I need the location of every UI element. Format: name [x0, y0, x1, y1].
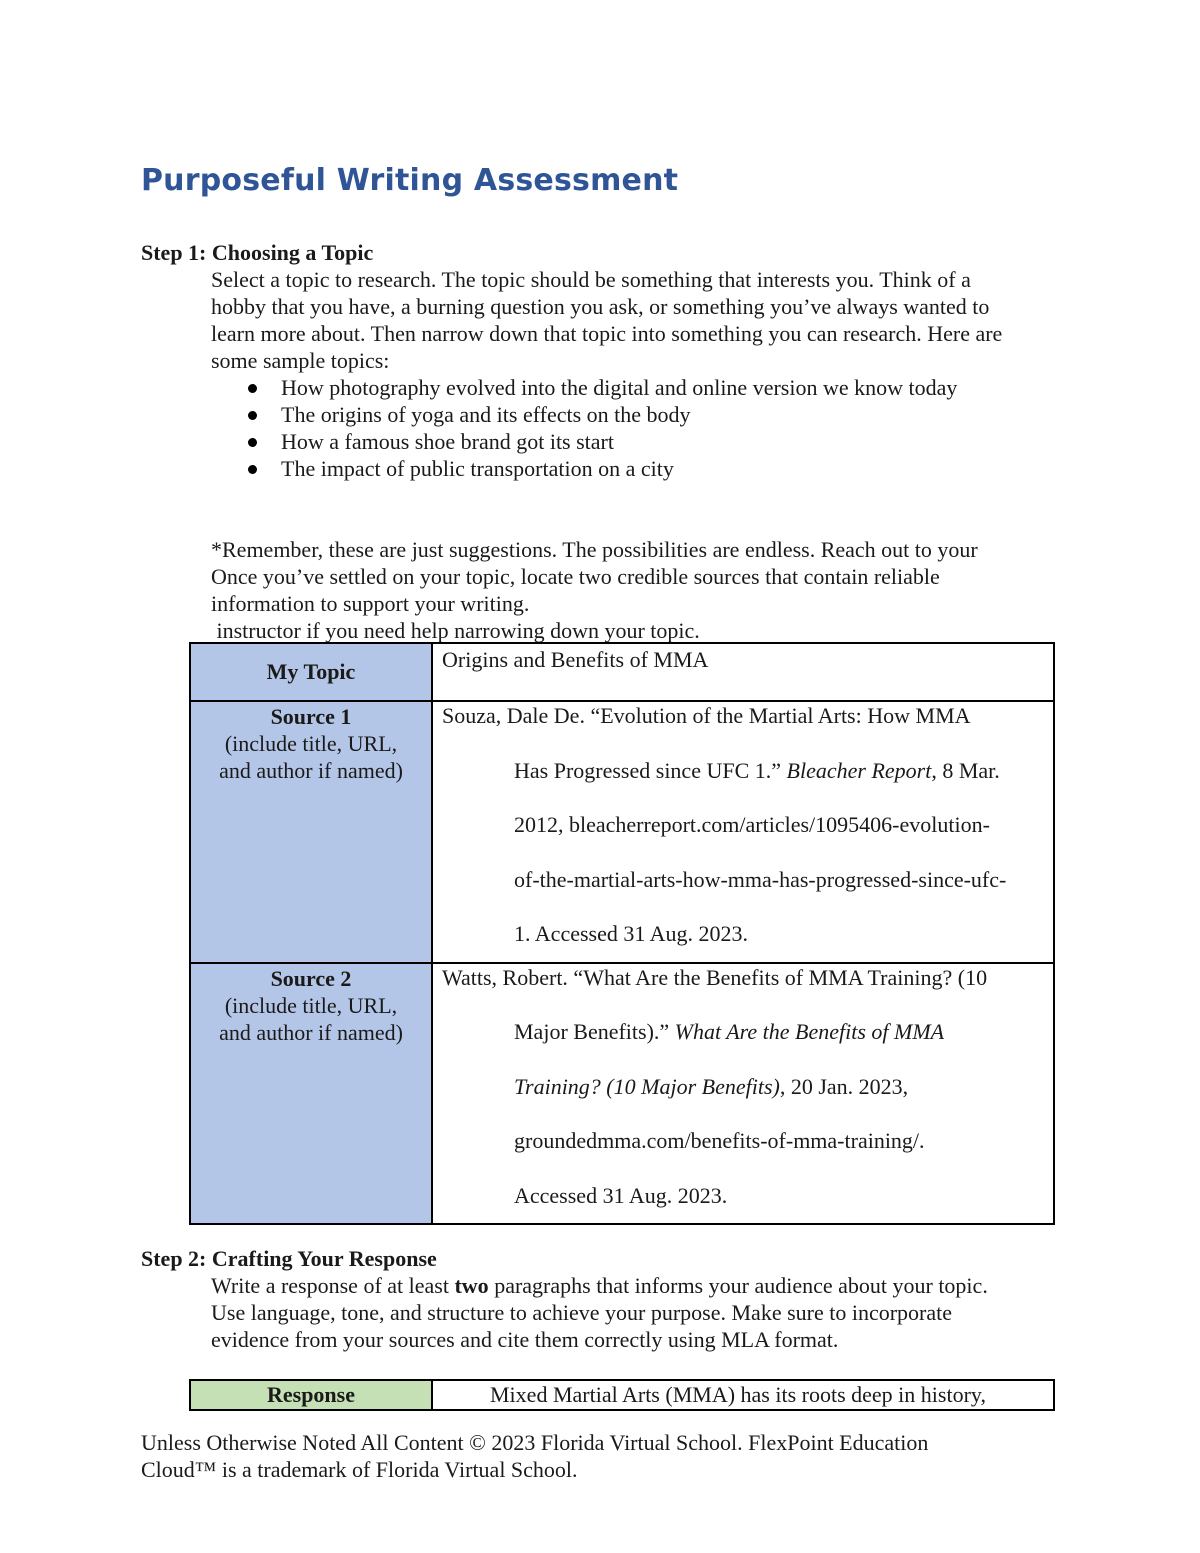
- list-item: How a famous shoe brand got its start: [211, 428, 957, 455]
- footer-line: Unless Otherwise Noted All Content © 2023 Florida Virtual School. FlexPoint Education: [141, 1430, 929, 1455]
- source2-label: Source 2: [270, 965, 352, 991]
- table-row: [190, 1380, 1054, 1410]
- footer-line: Cloud™ is a trademark of Florida Virtual School.: [141, 1457, 578, 1482]
- bullet-icon: [248, 438, 257, 447]
- source1-note: and author if named): [219, 758, 403, 783]
- step1-intro: [211, 266, 1002, 374]
- my-topic-label: My Topic: [266, 659, 356, 684]
- source1-note: (include title, URL,: [224, 731, 398, 756]
- intro-line: Select a topic to research. The topic should be something that interests you. Think of a: [211, 267, 971, 292]
- step2-line: evidence from your sources and cite them correctly using MLA format.: [211, 1327, 839, 1352]
- reminder-line: instructor if you need help narrowing down your topic.: [211, 618, 700, 643]
- step1-heading: Step 1: Choosing a Topic: [141, 240, 374, 265]
- sources-instructions: [211, 563, 940, 617]
- list-item: The impact of public transportation on a city: [211, 455, 957, 482]
- intro-line: some sample topics:: [211, 348, 390, 373]
- step2-line: Use language, tone, and structure to achieve your purpose. Make sure to incorporate: [211, 1300, 953, 1325]
- intro-line: hobby that you have, a burning question you ask, or something you’ve always wanted to: [211, 294, 990, 319]
- my-topic-label-cell: [190, 643, 432, 701]
- list-item: How photography evolved into the digital and online version we know today: [211, 374, 957, 401]
- bullet-icon: [248, 384, 257, 393]
- copyright-footer: [141, 1429, 928, 1483]
- list-item: The origins of yoga and its effects on the body: [211, 401, 957, 428]
- response-text-cell[interactable]: Mixed Martial Arts (MMA) has its roots deep in history,: [432, 1380, 1054, 1410]
- source2-citation-cell[interactable]: [432, 963, 1054, 1225]
- source2-label-cell: [190, 963, 432, 1225]
- bullet-icon: [248, 465, 257, 474]
- topic-sources-table: [189, 642, 1055, 1225]
- step2-line: Write a response of at least two paragraphs that informs your audience about your topic.: [211, 1273, 988, 1298]
- response-label: Response: [190, 1380, 432, 1410]
- step2-heading: Step 2: Crafting Your Response: [141, 1246, 437, 1271]
- sources-line: information to support your writing.: [211, 591, 530, 616]
- source1-citation: Souza, Dale De. “Evolution of the Martial Arts: How MMA Has Progressed since UFC 1.” Bleacher Report, 8 Mar. 2012, bleacherreport.com/articles/1095406-evolution- of-the-martial-arts-how-mma-has-progressed-since-ufc- 1. Accessed 31 Aug. 2023.: [442, 703, 1007, 946]
- page-title: Purposeful Writing Assessment: [141, 163, 679, 198]
- sample-topics-list: [211, 374, 957, 482]
- source1-citation-cell[interactable]: [432, 701, 1054, 963]
- source1-label-cell: [190, 701, 432, 963]
- source1-label: Source 1: [270, 704, 352, 729]
- sources-line: Once you’ve settled on your topic, locate two credible sources that contain reliable: [211, 564, 940, 589]
- intro-line: learn more about. Then narrow down that topic into something you can research. Here are: [211, 321, 1003, 346]
- reminder-line: *Remember, these are just suggestions. The possibilities are endless. Reach out to your: [211, 537, 978, 562]
- source2-citation: Watts, Robert. “What Are the Benefits of MMA Training? (10 Major Benefits).” What Are the Benefits of MMA Training? (10 Major Benefits), 20 Jan. 2023, groundedmma.com/benefits-of-mma-training/. Accessed 31 Aug. 2023.: [442, 964, 988, 1208]
- table-row: [190, 963, 1054, 1225]
- bullet-icon: [248, 411, 257, 420]
- response-table: [189, 1379, 1055, 1411]
- step2-instructions: [211, 1272, 988, 1353]
- source2-note: and author if named): [219, 1019, 403, 1045]
- source2-note: (include title, URL,: [224, 992, 398, 1018]
- my-topic-value: Origins and Benefits of MMA: [442, 647, 709, 672]
- table-row: [190, 701, 1054, 963]
